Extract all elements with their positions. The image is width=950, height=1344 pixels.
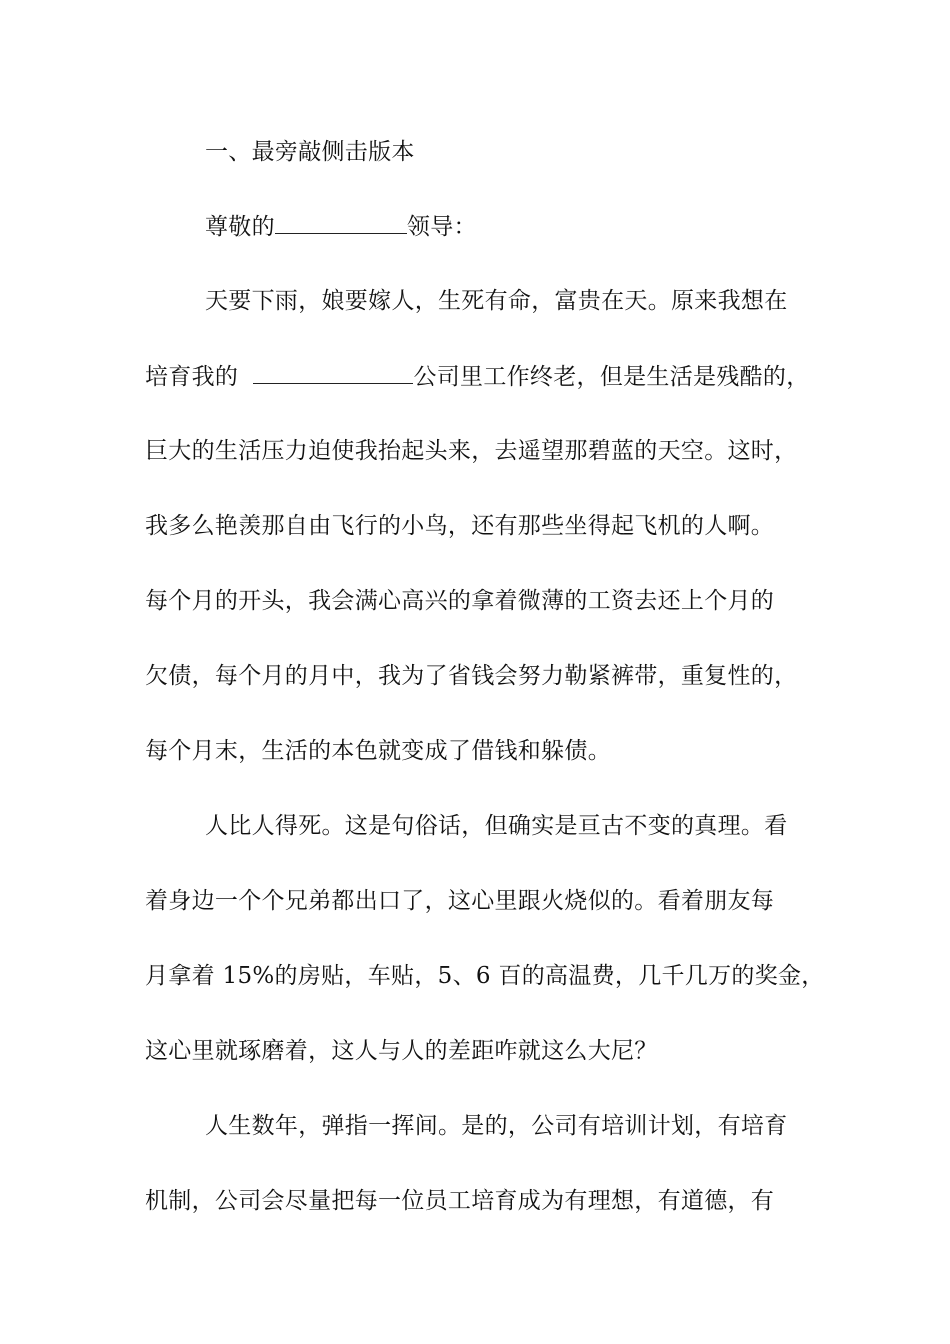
recipient-blank	[275, 211, 407, 234]
line-suffix: 公司里工作终老，但是生活是残酷的，	[413, 364, 810, 390]
paragraph-line: 我多么艳羡那自由飞行的小鸟，还有那些坐得起飞机的人啊。	[145, 513, 775, 539]
paragraph-line: 这心里就琢磨着，这人与人的差距咋就这么大尼？	[145, 1038, 658, 1064]
paragraph-line: 欠债，每个月的月中，我为了省钱会努力勒紧裤带，重复性的，	[145, 663, 798, 689]
paragraph-line: 着身边一个个兄弟都出口了，这心里跟火烧似的。看着朋友每	[145, 888, 775, 914]
paragraph-line: 人生数年，弹指一挥间。是的，公司有培训计划，有培育	[205, 1113, 788, 1139]
paragraph-line: 每个月末，生活的本色就变成了借钱和躲债。	[145, 738, 611, 764]
company-blank	[253, 361, 413, 384]
line-prefix: 培育我的	[145, 364, 239, 390]
paragraph-line	[145, 361, 825, 392]
section-heading: 一、最旁敲侧击版本	[205, 139, 415, 165]
salutation-suffix: 领导：	[406, 214, 477, 240]
salutation-line	[205, 211, 885, 242]
paragraph-line: 天要下雨，娘要嫁人，生死有命，富贵在天。原来我想在	[205, 288, 788, 314]
salutation-prefix: 尊敬的	[205, 214, 275, 240]
paragraph-line: 人比人得死。这是句俗话，但确实是亘古不变的真理。看	[205, 813, 788, 839]
paragraph-line: 每个月的开头，我会满心高兴的拿着微薄的工资去还上个月的	[145, 588, 775, 614]
paragraph-line: 巨大的生活压力迫使我抬起头来，去遥望那碧蓝的天空。这时，	[145, 438, 798, 464]
paragraph-line: 月拿着 15%的房贴，车贴，5、6 百的高温费，几千几万的奖金，	[145, 963, 825, 989]
paragraph-line: 机制，公司会尽量把每一位员工培育成为有理想，有道德，有	[145, 1188, 775, 1214]
